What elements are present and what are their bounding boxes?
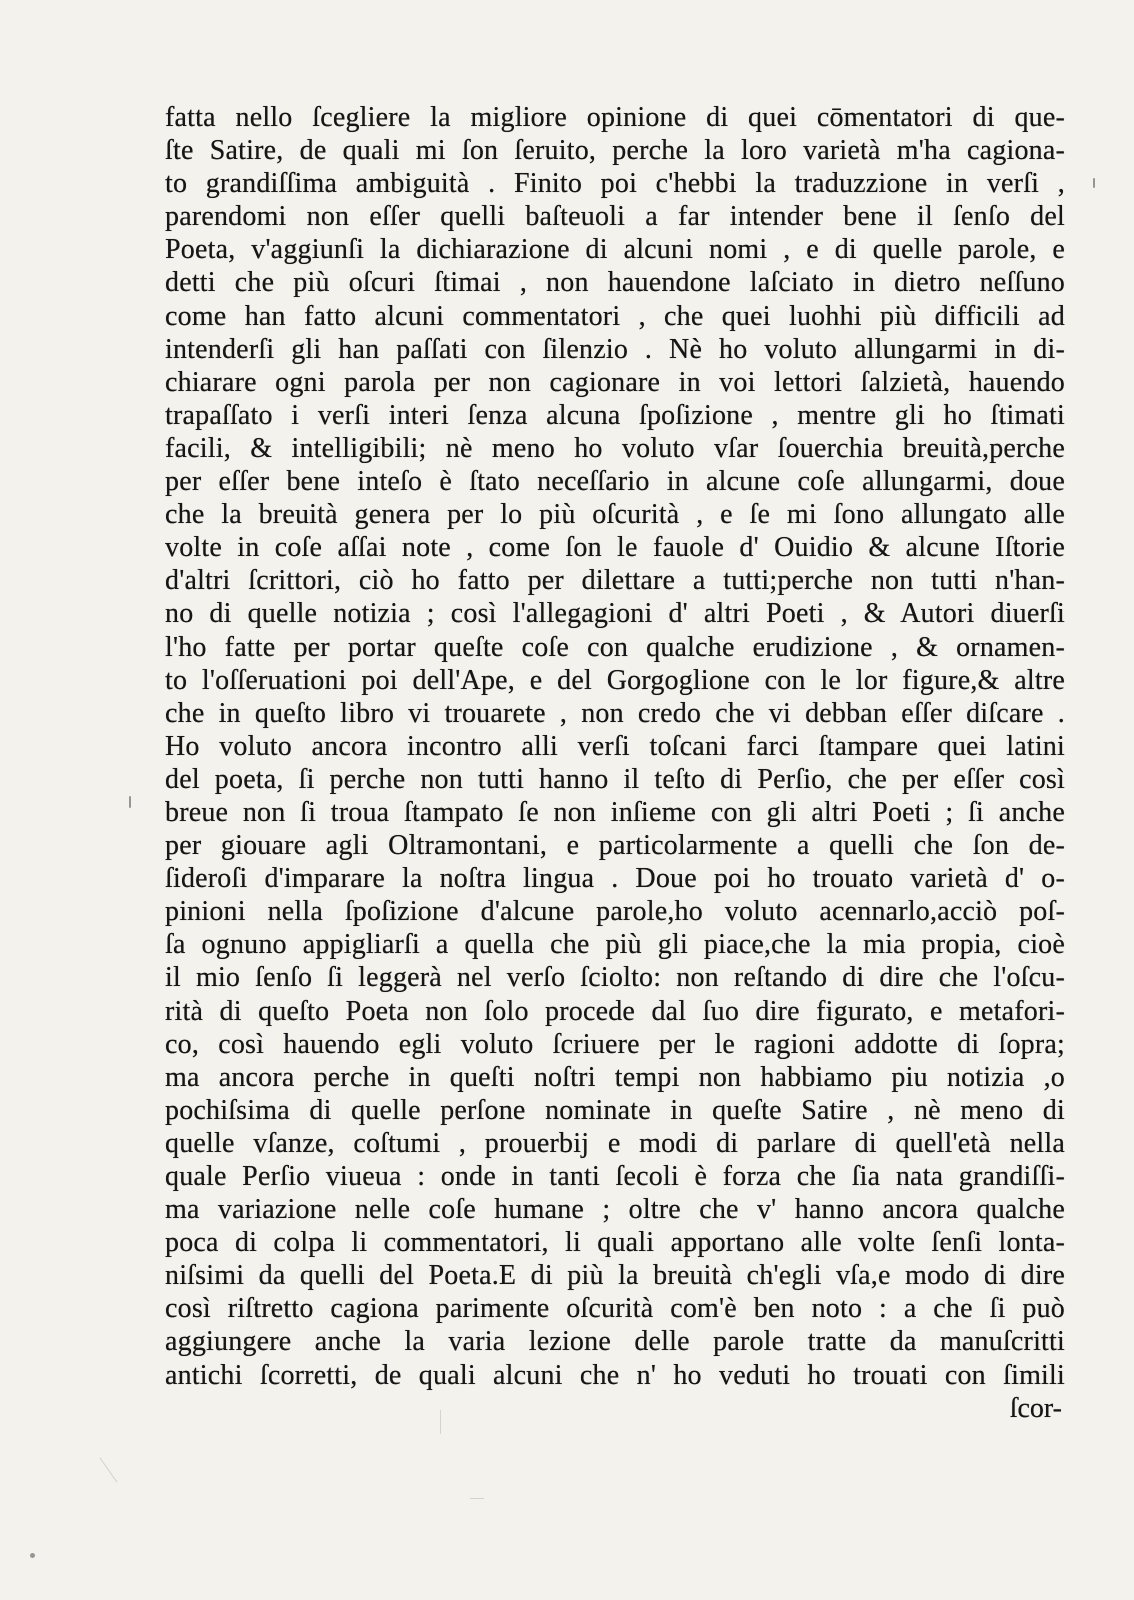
text-line: quale Perſio viueua : onde in tanti ſecoli è forza che ſia nata grandiſſi- xyxy=(165,1161,1065,1192)
text-line: pinioni nella ſpoſizione d'alcune parole,ho voluto acennarlo,acciò poſ- xyxy=(165,896,1065,928)
text-line: parendomi non eſſer quelli baſteuoli a far intender bene il ſenſo del xyxy=(165,201,1065,233)
text-line: d'altri ſcrittori, ciò ho fatto per dilettare a tutti;perche non tutti n'han- xyxy=(165,565,1065,597)
text-line: antichi ſcorretti, de quali alcuni che n' ho veduti ho trouati con ſimili xyxy=(165,1359,1065,1391)
text-line: Poeta, v'aggiunſi la dichiarazione di alcuni nomi , e di quelle parole, e xyxy=(165,234,1065,266)
text-line: ſa ognuno appigliarſi a quella che più gli piace,che la mia propia, cioè xyxy=(165,929,1065,961)
text-line: rità di queſto Poeta non ſolo procede dal ſuo dire figurato, e metafori- xyxy=(165,995,1065,1027)
body-text xyxy=(165,101,1065,1392)
text-line: ſte Satire, de quali mi ſon ſeruito, perche la loro varietà m'ha cagiona- xyxy=(165,135,1065,167)
paper-scratch xyxy=(99,1457,117,1482)
text-line: che la breuità genera per lo più oſcurità , e ſe mi ſono allungato alle xyxy=(165,499,1065,531)
text-line: volte in coſe aſſai note , come ſon le fauole d' Ouidio & alcune Iſtorie xyxy=(165,532,1065,564)
text-line: facili, & intelligibili; nè meno ho voluto vſar ſouerchia breuità,perche xyxy=(165,432,1065,464)
text-line: intenderſi gli han paſſati con ſilenzio . Nè ho voluto allungarmi in di- xyxy=(165,333,1065,365)
text-line: del poeta, ſi perche non tutti hanno il teſto di Perſio, che per eſſer così xyxy=(165,763,1065,795)
text-line: fatta nello ſcegliere la migliore opinione di quei cōmentatori di que- xyxy=(165,102,1065,133)
text-line: to l'oſſeruationi poi dell'Ape, e del Gorgoglione con le lor figure,& altre xyxy=(165,664,1065,696)
text-line: co, così hauendo egli voluto ſcriuere per le ragioni addotte di ſopra; xyxy=(165,1028,1065,1060)
text-line: così riſtretto cagiona parimente oſcurità com'è ben noto : a che ſi può xyxy=(165,1293,1065,1325)
text-line: ſideroſi d'imparare la noſtra lingua . Doue poi ho trouato varietà d' o- xyxy=(165,863,1065,895)
text-line: detti che più oſcuri ſtimai , non hauendone laſciato in dietro neſſuno xyxy=(165,267,1065,299)
text-line: no di quelle notizia ; così l'allegagioni d' altri Poeti , & Autori diuerſi xyxy=(165,598,1065,630)
catchword: ſcor- xyxy=(1009,1393,1062,1424)
text-line: poca di colpa li commentatori, li quali apportano alle volte ſenſi lonta- xyxy=(165,1227,1065,1259)
paper-scratch xyxy=(440,1410,441,1434)
text-line: breue non ſi troua ſtampato ſe non inſieme con gli altri Poeti ; ſi anche xyxy=(165,796,1065,828)
text-line: pochiſsima di quelle perſone nominate in queſte Satire , nè meno di xyxy=(165,1094,1065,1126)
text-line: l'ho fatte per portar queſte coſe con qualche erudizione , & ornamen- xyxy=(165,631,1065,663)
paper-speck xyxy=(30,1553,35,1558)
text-line: come han fatto alcuni commentatori , che quei luohhi più difficili ad xyxy=(165,300,1065,332)
paper-speck xyxy=(1093,178,1095,188)
text-line: to grandiſſima ambiguità . Finito poi c'hebbi la traduzzione in verſi , xyxy=(165,168,1065,200)
text-line: Ho voluto ancora incontro alli verſi toſcani farci ſtampare quei latini xyxy=(165,730,1065,762)
text-line: per eſſer bene inteſo è ſtato neceſſario in alcune coſe allungarmi, doue xyxy=(165,466,1065,498)
text-line: ma variazione nelle coſe humane ; oltre che v' hanno ancora qualche xyxy=(165,1194,1065,1226)
text-line: che in queſto libro vi trouarete , non credo che vi debban eſſer diſcare . xyxy=(165,697,1065,729)
text-line: aggiungere anche la varia lezione delle parole tratte da manuſcritti xyxy=(165,1326,1065,1358)
text-line: il mio ſenſo ſi leggerà nel verſo ſciolto: non reſtando di dire che l'oſcu- xyxy=(165,962,1065,994)
paper-scratch xyxy=(470,1498,484,1499)
text-line: per giouare agli Oltramontani, e particolarmente a quelli che ſon de- xyxy=(165,830,1065,862)
paper-speck xyxy=(129,796,131,808)
text-line: trapaſſato i verſi interi ſenza alcuna ſpoſizione , mentre gli ho ſtimati xyxy=(165,399,1065,431)
text-line: chiarare ogni parola per non cagionare in voi lettori ſalzietà, hauendo xyxy=(165,366,1065,398)
text-line: quelle vſanze, coſtumi , prouerbij e modi di parlare di quell'età nella xyxy=(165,1127,1065,1159)
text-line: ma ancora perche in queſti noſtri tempi non habbiamo piu notizia ,o xyxy=(165,1061,1065,1093)
text-line: niſsimi da quelli del Poeta.E di più la breuità ch'egli vſa,e modo di dire xyxy=(165,1260,1065,1292)
